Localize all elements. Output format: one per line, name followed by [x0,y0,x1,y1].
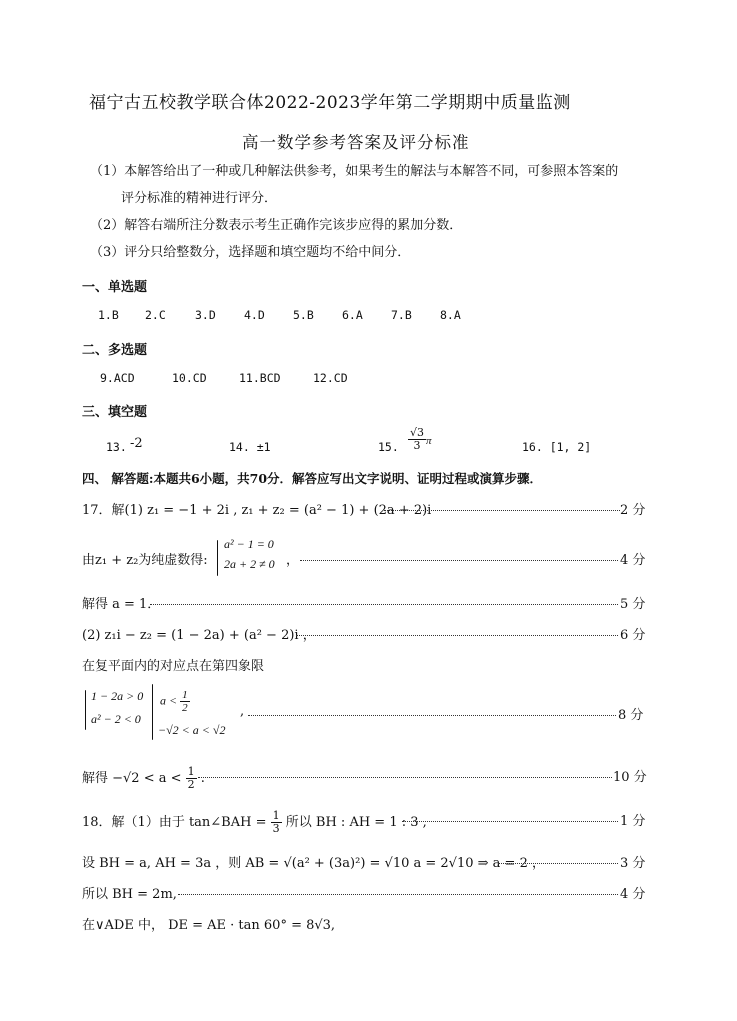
answer-item: 9.ACD [100,371,135,385]
leader-dots [296,635,618,636]
q17-line1: 17．解(1) z₁ = −1 + 2i , z₁ + z₂ = (a² − 1) + (2a + 2)i [82,503,432,518]
answer-value: -2 [130,436,143,451]
q17-line5: 在复平面内的对应点在第四象限 [82,659,265,674]
answer-item: 12.CD [313,371,348,385]
score-mark: 4 分 [620,553,646,568]
answer-item: 8.A [440,308,461,322]
note-2: （2）解答右端所注分数表示考生正确作完该步应得的累加分数． [90,218,463,233]
comma: ， [286,553,300,568]
score-mark: 6 分 [620,628,646,643]
solution-text: 所以 BH : AH = 1 : 3 , [285,815,427,830]
score-mark: 10 分 [613,770,647,785]
q17-line7 [82,766,205,791]
answer-item: 13. [106,440,127,454]
comma: , [240,704,245,719]
period: . [200,771,205,786]
equation: 1 − 2a > 0 [91,689,144,703]
answer-item: 1.B [98,308,119,322]
section-multi-title: 二、多选题 [82,343,148,358]
note-1: （1）本解答给出了一种或几种解法供参考，如果考生的解法与本解答不同，可参照本答案的 [90,164,619,179]
score-mark: 5 分 [620,597,646,612]
score-mark: 8 分 [618,708,644,723]
answer-item: 5.B [293,308,314,322]
left-brace [217,540,218,576]
note-3: （3）评分只给整数分，选择题和填空题均不给中间分． [90,245,411,260]
q18-line1 [82,810,427,835]
q18-line4: 在∨ADE 中， DE = AE · tan 60° = 8√3, [82,918,336,933]
leader-dots [198,777,612,778]
leader-dots [498,863,618,864]
solution-text: 18．解（1）由于 tan∠BAH = [82,815,267,830]
q18-line2: 设 BH = a, AH = 3a ，则 AB = √(a² + (3a)²) = √10 a = 2√10 ⇒ a = 2 ， [82,856,545,871]
left-brace [85,690,86,730]
answer-item: 10.CD [172,371,207,385]
note-1-cont: 评分标准的精神进行评分． [121,191,278,206]
answer-item: 2.C [145,308,166,322]
answer-item: 3.D [195,308,216,322]
equation [160,689,190,714]
fraction-numerator: 1 [187,765,195,778]
leader-dots [402,821,618,822]
q17-line4: (2) z₁i − z₂ = (1 − 2a) + (a² − 2)i ， [82,628,316,643]
left-brace [152,684,153,740]
answer-item: 16. [1, 2] [522,440,592,454]
equation: −√2 < a < √2 [158,723,226,737]
score-mark: 4 分 [620,887,646,902]
doc-title: 福宁古五校教学联合体2022-2023学年第二学期期中质量监测 [89,93,571,113]
section-fill-title: 三、填空题 [82,405,148,420]
solution-text: 解得 −√2 < a < [82,771,182,786]
doc-subtitle: 高一数学参考答案及评分标准 [242,133,470,152]
score-mark: 1 分 [620,814,646,829]
fraction-numerator: 1 [182,689,188,701]
leader-dots [248,715,616,716]
fraction-denominator: 2 [182,702,188,714]
leader-dots [150,604,618,605]
equation: a² − 2 < 0 [91,712,141,726]
answer-item: 14. ±1 [229,440,271,454]
score-mark: 2 分 [620,503,646,518]
answer-item: 15. [378,440,399,454]
fraction-numerator: 1 [272,809,280,822]
answer-item: 6.A [342,308,363,322]
q17-line2-prefix: 由z₁ + z₂为纯虚数得: [82,553,208,568]
section-solve-title: 四、 解答题:本题共6小题，共70分．解答应写出文字说明、证明过程或演算步骤． [82,471,543,486]
score-mark: 3 分 [620,856,646,871]
answer-item: 7.B [391,308,412,322]
q18-line3: 所以 BH = 2m, [82,887,177,902]
fraction [408,427,432,452]
q17-line3: 解得 a = 1． [82,597,161,612]
answer-item: 4.D [244,308,265,322]
fraction-denominator: 3 [413,439,421,452]
fraction-numerator: √3 [410,426,425,439]
section-single-title: 一、单选题 [82,280,148,295]
fraction-denominator: 2 [187,778,195,791]
leader-dots [300,560,618,561]
equation: 2a + 2 ≠ 0 [224,557,275,571]
leader-dots [384,510,620,511]
fraction-denominator: 3 [272,822,280,835]
inequality-text: a < [160,693,178,708]
pi-symbol: π [426,435,432,447]
leader-dots [178,894,618,895]
equation: a² − 1 = 0 [224,537,274,551]
answer-item: 11.BCD [239,371,281,385]
